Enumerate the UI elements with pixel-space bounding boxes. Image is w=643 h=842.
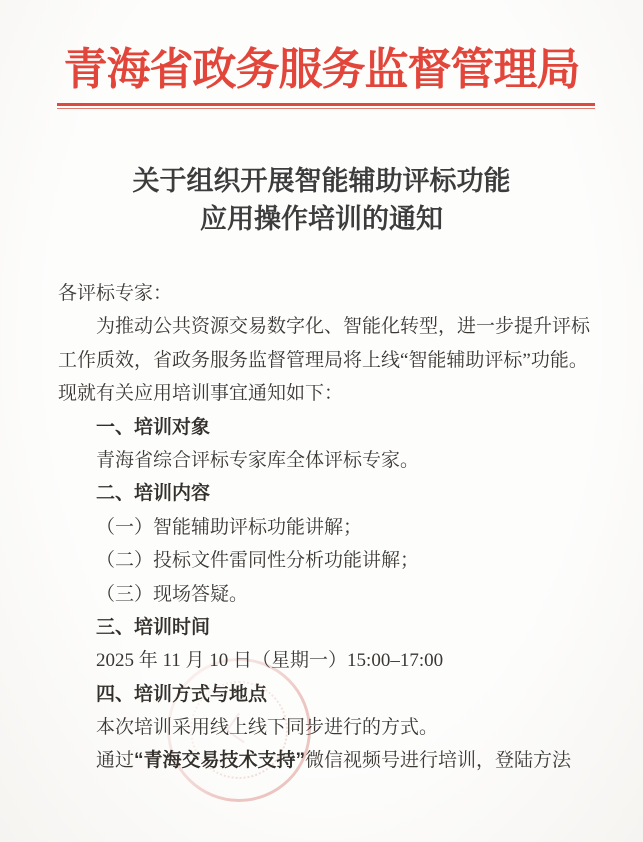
list-item-2: （二）投标文件雷同性分析功能讲解； <box>96 550 420 572</box>
document-title-line-1: 关于组织开展智能辅助评标功能 <box>132 166 511 196</box>
document-title <box>0 162 643 238</box>
body-line: 现就有关应用培训事宜通知如下： <box>58 383 344 405</box>
notice-body <box>58 277 610 778</box>
rule-thick-line <box>57 103 595 106</box>
body-line: 为推动公共资源交易数字化、智能化转型，进一步提升评标 <box>96 316 591 338</box>
salutation-line: 各评标专家： <box>58 283 173 304</box>
wechat-channel-name: “青海交易技术支持” <box>134 750 306 772</box>
letterhead-org-name: 青海省政务服务监督管理局 <box>63 45 580 94</box>
letterhead-double-rule <box>57 103 595 109</box>
body-line: 青海省综合评标专家库全体评标专家。 <box>96 449 420 471</box>
document-title-line-2: 应用操作培训的通知 <box>200 204 443 234</box>
training-datetime: 2025 年 11 月 10 日（星期一）15:00–17:00 <box>96 650 444 672</box>
rule-thin-line <box>57 108 595 110</box>
section-heading-2: 二、培训内容 <box>96 483 211 505</box>
body-text-prefix: 通过 <box>96 750 135 772</box>
body-text-suffix: 微信视频号进行培训，登陆方法 <box>305 750 572 772</box>
list-item-1: （一）智能辅助评标功能讲解； <box>96 516 363 538</box>
list-item-3: （三）现场答疑。 <box>96 583 249 605</box>
section-heading-1: 一、培训对象 <box>96 416 211 438</box>
body-line: 工作质效，省政务服务监督管理局将上线“智能辅助评标”功能。 <box>58 349 588 371</box>
section-heading-4: 四、培训方式与地点 <box>96 683 268 705</box>
body-line-mixed <box>58 744 610 777</box>
section-heading-3: 三、培训时间 <box>96 616 211 638</box>
body-line: 本次培训采用线上线下同步进行的方式。 <box>96 717 439 739</box>
